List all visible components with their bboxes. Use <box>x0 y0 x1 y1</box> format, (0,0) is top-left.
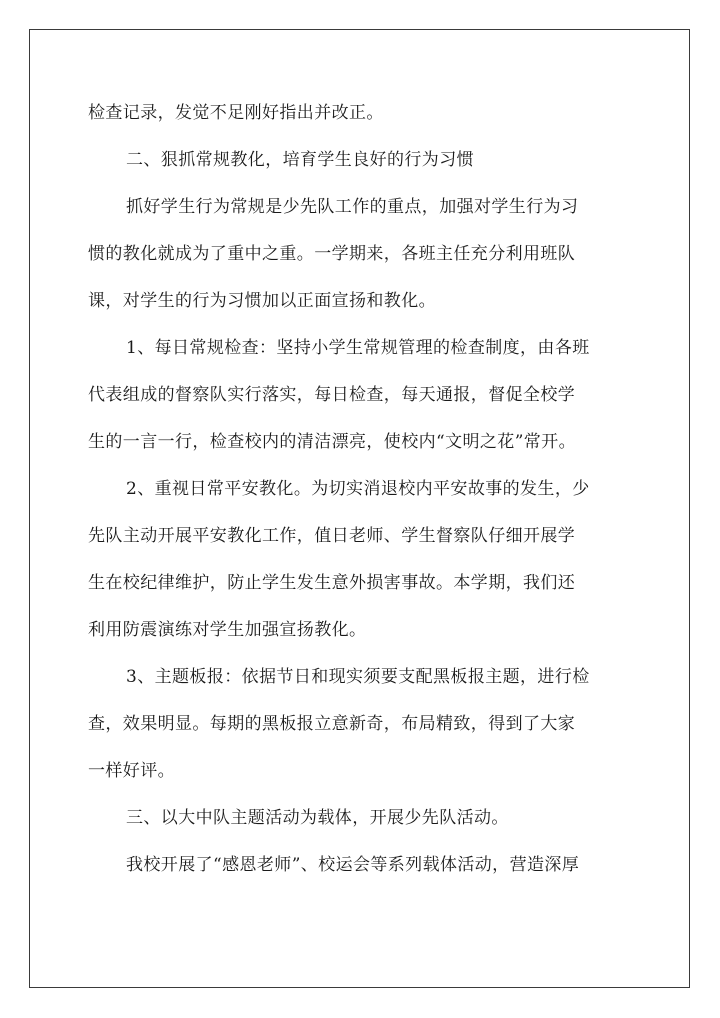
text-line: 3、主题板报：依据节日和现实须要支配黑板报主题，进行检 <box>126 667 590 687</box>
text-line: 检查记录，发觉不足刚好指出并改正。 <box>88 103 384 123</box>
text-line: 一样好评。 <box>88 761 175 781</box>
text-line: 代表组成的督察队实行落实，每日检查，每天通报，督促全校学 <box>88 385 576 405</box>
text-line: 我校开展了“感恩老师”、校运会等系列载体活动，营造深厚 <box>126 855 580 875</box>
text-line: 生在校纪律维护，防止学生发生意外损害事故。本学期，我们还 <box>88 573 576 593</box>
text-line: 1、每日常规检查：坚持小学生常规管理的检查制度，由各班 <box>126 338 590 358</box>
text-line: 课，对学生的行为习惯加以正面宣扬和教化。 <box>88 291 436 311</box>
text-line: 先队主动开展平安教化工作，值日老师、学生督察队仔细开展学 <box>88 526 576 546</box>
text-line: 惯的教化就成为了重中之重。一学期来，各班主任充分利用班队 <box>88 244 576 264</box>
document-body <box>88 90 636 889</box>
text-line: 利用防震演练对学生加强宣扬教化。 <box>88 620 367 640</box>
text-line: 生的一言一行，检查校内的清洁漂亮，使校内“文明之花”常开。 <box>88 432 576 452</box>
text-line: 查，效果明显。每期的黑板报立意新奇，布局精致，得到了大家 <box>88 714 576 734</box>
section-heading-three: 三、以大中队主题活动为载体，开展少先队活动。 <box>126 808 509 828</box>
section-heading-two: 二、狠抓常规教化，培育学生良好的行为习惯 <box>126 150 474 170</box>
text-line: 2、重视日常平安教化。为切实消退校内平安故事的发生，少 <box>126 479 590 499</box>
text-line: 抓好学生行为常规是少先队工作的重点，加强对学生行为习 <box>126 197 579 217</box>
